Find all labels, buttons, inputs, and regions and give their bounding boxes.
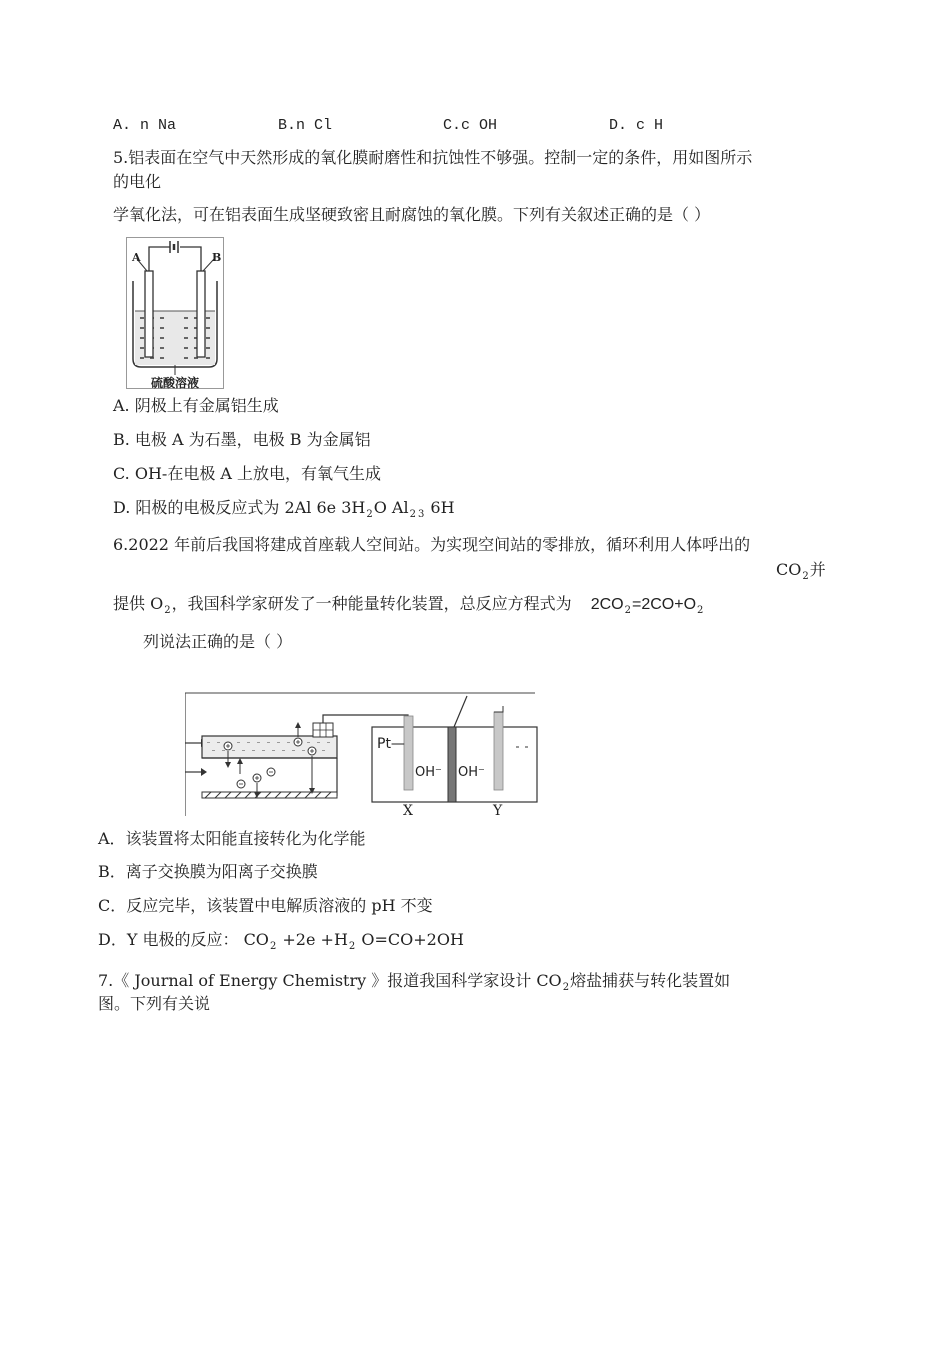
solution-caption: 硫酸溶液 (150, 376, 200, 389)
q7-stem-line2: 图。下列有关说 (98, 994, 211, 1013)
pt-label: Pt— (377, 736, 405, 752)
q6-option-b: B．离子交换膜为阳离子交换膜 (98, 862, 318, 881)
q4-option-d: D. c H (609, 117, 664, 134)
q7-stem-line1: 7.《 Journal of Energy Chemistry 》报道我国科学家设计 $CO_2$熔盐捕获与转化装置如 (98, 971, 731, 993)
electrode-a-label: A (132, 251, 141, 264)
q4-option-b: B.n Cl (278, 117, 333, 134)
oh-right-label: OH⁻ (458, 765, 485, 780)
q6-stem-line3: 提供 $O_2$，我国科学家研发了一种能量转化装置，总反应方程式为 $2CO_2=2CO+O_2$ (113, 594, 704, 616)
q5-stem-line2: 的电化 (113, 172, 162, 191)
electrode-b-label: B (212, 251, 222, 264)
q4-option-c: C.c OH (443, 117, 498, 134)
q6-figure-conversion-device (185, 690, 540, 818)
q6-stem-line1: 6.2022 年前后我国将建成首座载人空间站。为实现空间站的零排放，循环利用人体呼出的 (113, 535, 751, 554)
q5-stem-line3: 学氧化法，可在铝表面生成坚硬致密且耐腐蚀的氧化膜。下列有关叙述正确的是（ ） (113, 205, 711, 224)
q5-option-c: C. OH-在电极 A 上放电，有氧气生成 (113, 464, 382, 483)
q6-stem-line4: 列说法正确的是（ ） (143, 632, 293, 651)
oh-left-label: OH⁻ (415, 765, 442, 780)
q5-stem-line1: 5.铝表面在空气中天然形成的氧化膜耐磨性和抗蚀性不够强。控制一定的条件，用如图所示 (113, 148, 753, 167)
device-diagram (185, 690, 540, 818)
q6-option-a: A．该装置将太阳能直接转化为化学能 (98, 829, 366, 848)
q5-option-d: D. 阳极的电极反应式为 2Al 6e $3H_2O$ $Al_2$ $_3$ 6H (113, 498, 455, 520)
beaker-diagram (126, 237, 224, 389)
q5-figure-electrolysis-beaker (126, 237, 224, 389)
q6-stem-line2: $CO_2$并 (776, 560, 826, 582)
electrode-x-label: X (403, 803, 413, 818)
q5-option-b: B. 电极 A 为石墨，电极 B 为金属铝 (113, 430, 371, 449)
q4-option-a: A. n Na (113, 117, 177, 134)
q6-option-c: C．反应完毕，该装置中电解质溶液的 pH 不变 (98, 896, 433, 915)
q6-option-d: D．Y 电极的反应： $CO_2 +2e +H_2$ O=CO+2OH (98, 930, 464, 952)
electrode-y-label: Y (493, 803, 503, 818)
q5-option-a: A. 阴极上有金属铝生成 (113, 396, 279, 415)
